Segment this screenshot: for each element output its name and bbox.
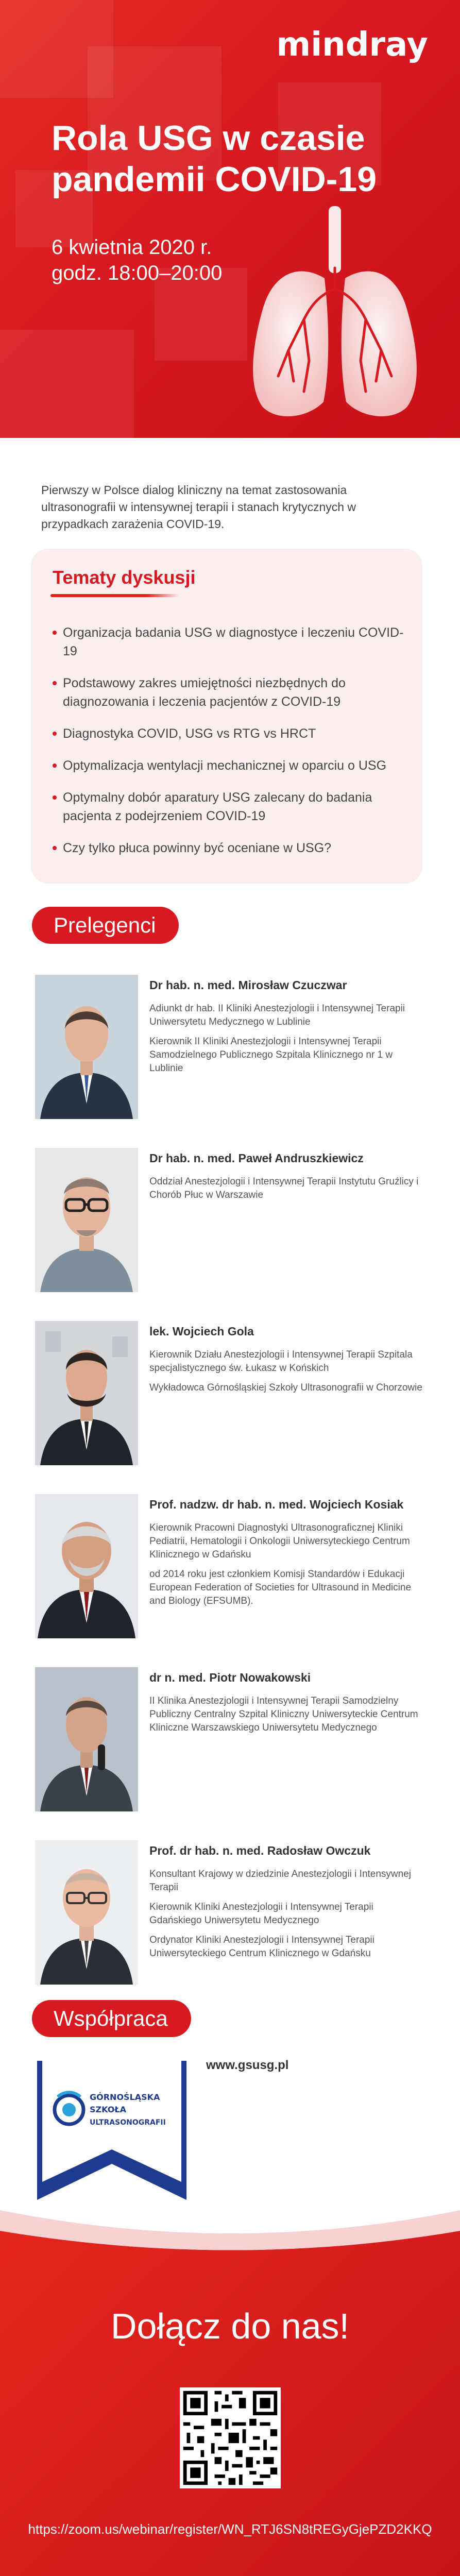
person-icon <box>35 1321 138 1465</box>
join-heading: Dołącz do nas! <box>110 2306 350 2346</box>
cooperation-heading: Współpraca <box>32 2000 191 2037</box>
speaker-name: dr n. med. Piotr Nowakowski <box>149 1671 311 1684</box>
event-date: 6 kwietnia 2020 r. <box>52 236 212 259</box>
speaker-photo <box>35 1321 138 1465</box>
speaker-name: Prof. nadzw. dr hab. n. med. Wojciech Kosiak <box>149 1498 404 1511</box>
speaker-info <box>149 1150 428 1208</box>
qr-code-icon[interactable] <box>180 2387 281 2488</box>
speaker-photo <box>35 1667 138 1811</box>
speaker-photo <box>35 1494 138 1638</box>
speaker-role: Kierownik Działu Anestezjologii i Intensywnej Terapii Szpitala specjalistycznego św. Łukasz w Końskich <box>149 1349 413 1374</box>
topic-item: Podstawowy zakres umiejętności niezbędnych do diagnozowania i leczenia pacjentów z COVID-19 <box>53 674 408 711</box>
speaker-role: Adiunkt dr hab. II Kliniki Anestezjologii i Intensywnej Terapii Uniwersytetu Medycznego w Lublinie <box>149 1003 405 1027</box>
topic-item: Optymalizacja wentylacji mechanicznej w oparciu o USG <box>53 756 408 775</box>
speaker-card <box>35 1148 427 1297</box>
gsu-logo-icon <box>37 2061 186 2200</box>
gsu-logo-line: SZKOŁA <box>90 2105 127 2114</box>
event-datetime <box>52 234 268 286</box>
speaker-card <box>35 1321 427 1470</box>
intro-text: Pierwszy w Polsce dialog kliniczny na temat zastosowania ultrasonografii w intensywnej terapii i stanach krytycznych w przypadkach zarażenia COVID-19. <box>41 483 356 531</box>
speakers-heading: Prelegenci <box>32 907 179 944</box>
speaker-role: Konsultant Krajowy w dziedzinie Anestezjologii i Intensywnej Terapii <box>149 1869 411 1893</box>
topic-item: Czy tylko płuca powinny być oceniane w USG? <box>53 839 408 857</box>
topic-item: Optymalny dobór aparatury USG zalecany do badania pacjenta z podejrzeniem COVID-19 <box>53 788 408 825</box>
topics-list <box>53 623 408 871</box>
speaker-role: Oddział Anestezjologii i Intensywnej Terapii Instytutu Gruźlicy i Chorób Płuc w Warszawie <box>149 1176 419 1200</box>
footer-banner <box>0 2210 460 2576</box>
speaker-info <box>149 1670 428 1741</box>
topics-title: Tematy dyskusji <box>53 567 196 588</box>
speaker-info <box>149 1497 428 1614</box>
speaker-card <box>35 1840 427 1990</box>
speaker-name: Dr hab. n. med. Mirosław Czuczwar <box>149 978 347 992</box>
topic-item: Diagnostyka COVID, USG vs RTG vs HRCT <box>53 724 408 743</box>
topics-box <box>31 549 422 884</box>
event-time: godz. 18:00–20:00 <box>52 262 223 284</box>
speaker-role: Wykładowca Górnośląskiej Szkoły Ultrasonografii w Chorzowie <box>149 1382 422 1393</box>
hero-banner <box>0 0 460 438</box>
speaker-role: Kierownik Pracowni Diagnostyki Ultrasonograficznej Kliniki Pediatrii, Hematologii i Onkologii Uniwersyteckiego Centrum Klinicznego w Gdańsku <box>149 1522 410 1560</box>
speaker-info <box>149 977 428 1081</box>
speaker-role: od 2014 roku jest członkiem Komisji Standardów i Edukacji European Federation of Societies for Ultrasound in Medicine and Biology (EFSUMB). <box>149 1569 412 1606</box>
brand-logo-top: mindray <box>276 26 428 64</box>
person-icon <box>35 975 138 1119</box>
speaker-role: Ordynator Kliniki Anestezjologii i Intensywnej Terapii Uniwersyteckiego Centrum Klinicznego w Gdańsku <box>149 1935 374 1959</box>
page-title: Rola USG w czasie pandemii COVID-19 <box>52 118 377 199</box>
topics-underline <box>50 594 179 597</box>
speaker-role: Kierownik II Kliniki Anestezjologii i Intensywnej Terapii Samodzielnego Publicznego Szpitala Klinicznego nr 1 w Lublinie <box>149 1036 393 1074</box>
speaker-name: Prof. dr hab. n. med. Radosław Owczuk <box>149 1844 371 1857</box>
person-icon <box>35 1840 138 1985</box>
gsu-logo-line: ULTRASONOGRAFII <box>90 2119 166 2127</box>
speaker-card <box>35 1667 427 1817</box>
speaker-role: Kierownik Kliniki Anestezjologii i Intensywnej Terapii Gdańskiego Uniwersytetu Medycznego <box>149 1902 373 1926</box>
speaker-photo <box>35 975 138 1119</box>
speaker-photo <box>35 1840 138 1985</box>
speaker-name: lek. Wojciech Gola <box>149 1325 254 1338</box>
speaker-info <box>149 1843 428 1967</box>
lungs-icon <box>242 201 428 428</box>
person-icon <box>35 1148 138 1292</box>
person-icon <box>35 1494 138 1638</box>
speaker-card <box>35 1494 427 1643</box>
speaker-role: II Klinika Anestezjologii i Intensywnej Terapii Samodzielny Publiczny Centralny Szpital Kliniczny Uniwersyteckie Centrum Kliniczne Warszawskiego Uniwersytetu Medycznego <box>149 1696 418 1733</box>
register-link[interactable]: https://zoom.us/webinar/register/WN_RTJ6SN8tREGyGjePZD2KKQ <box>28 2521 432 2537</box>
topic-item: Organizacja badania USG w diagnostyce i leczeniu COVID-19 <box>53 623 408 660</box>
speaker-name: Dr hab. n. med. Paweł Andruszkiewicz <box>149 1151 364 1165</box>
gsu-logo-line: GÓRNOŚLĄSKA <box>90 2092 160 2102</box>
speaker-photo <box>35 1148 138 1292</box>
person-icon <box>35 1667 138 1811</box>
speaker-card <box>35 975 427 1124</box>
speaker-info <box>149 1324 428 1401</box>
cooperation-url[interactable]: www.gsusg.pl <box>206 2058 289 2072</box>
